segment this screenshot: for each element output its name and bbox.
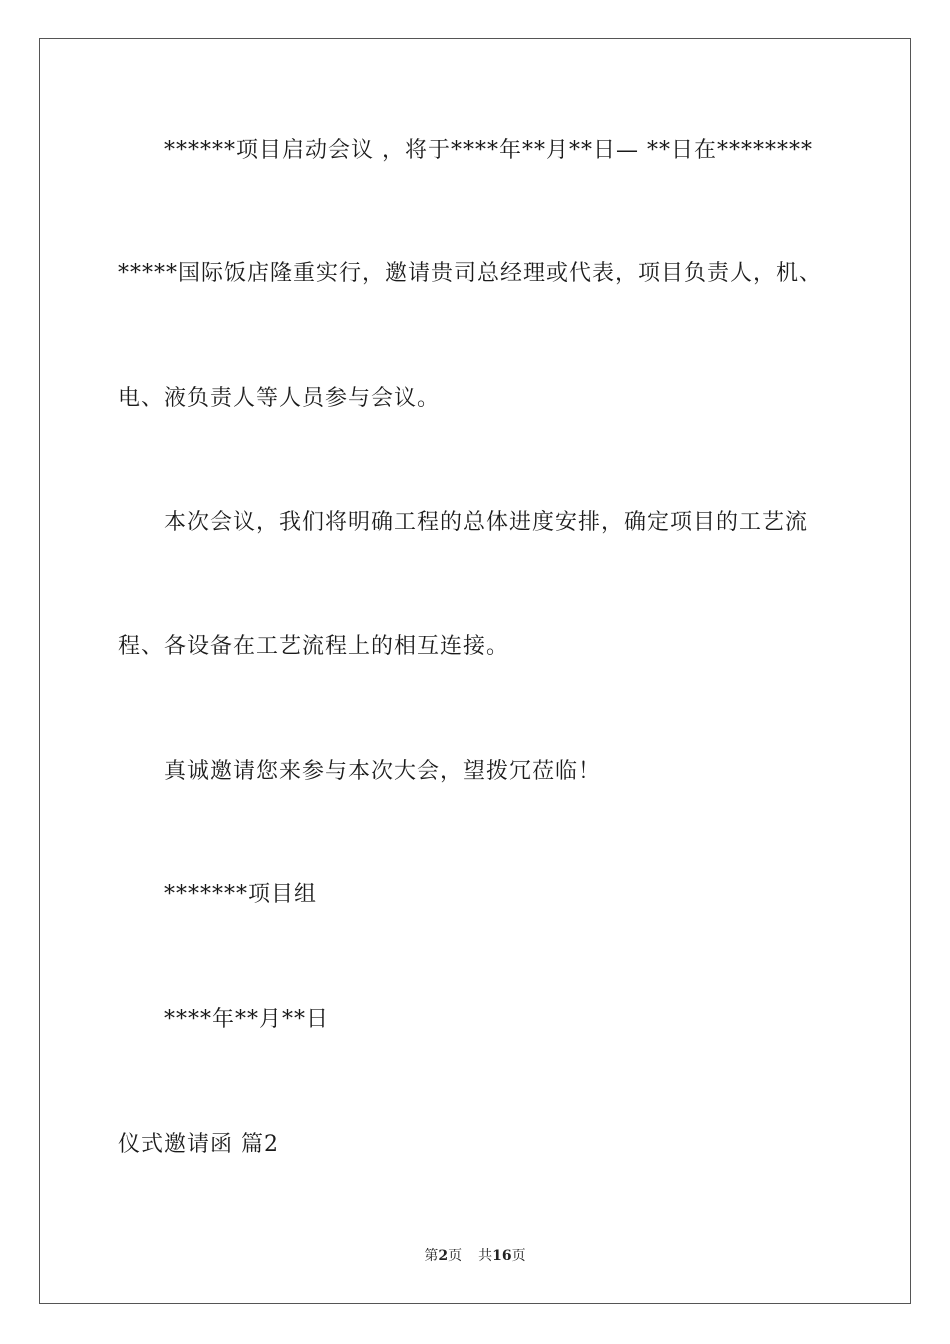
footer-page-prefix: 第 (424, 1248, 439, 1264)
signature-date: ****年**月**日 (164, 1007, 330, 1032)
paragraph-2-line-1: 本次会议，我们将明确工程的总体进度安排，确定项目的工艺流 (164, 510, 809, 535)
footer-total-unit: 页 (511, 1248, 526, 1264)
closing-invitation: 真诚邀请您来参与本次大会，望拨冗莅临！ (164, 759, 602, 784)
signature-organization: *******项目组 (164, 882, 318, 907)
paragraph-1-line-3: 电、液负责人等人员参与会议。 (118, 386, 441, 411)
footer-total-prefix: 共 (478, 1248, 493, 1264)
footer-page-unit: 页 (448, 1248, 463, 1264)
paragraph-1-line-2: *****国际饭店隆重实行，邀请贵司总经理或代表，项目负责人，机、 (118, 261, 823, 286)
paragraph-2-line-2: 程、各设备在工艺流程上的相互连接。 (118, 634, 510, 659)
section-heading: 仪式邀请函 篇2 (118, 1132, 279, 1157)
page-border (39, 38, 911, 1304)
footer-page-total: 16 (492, 1248, 512, 1264)
footer-page-current: 2 (438, 1248, 449, 1264)
paragraph-1-line-1: ******项目启动会议 ，将于****年**月**日— **日在******** (164, 138, 813, 163)
page-footer (0, 1246, 950, 1266)
